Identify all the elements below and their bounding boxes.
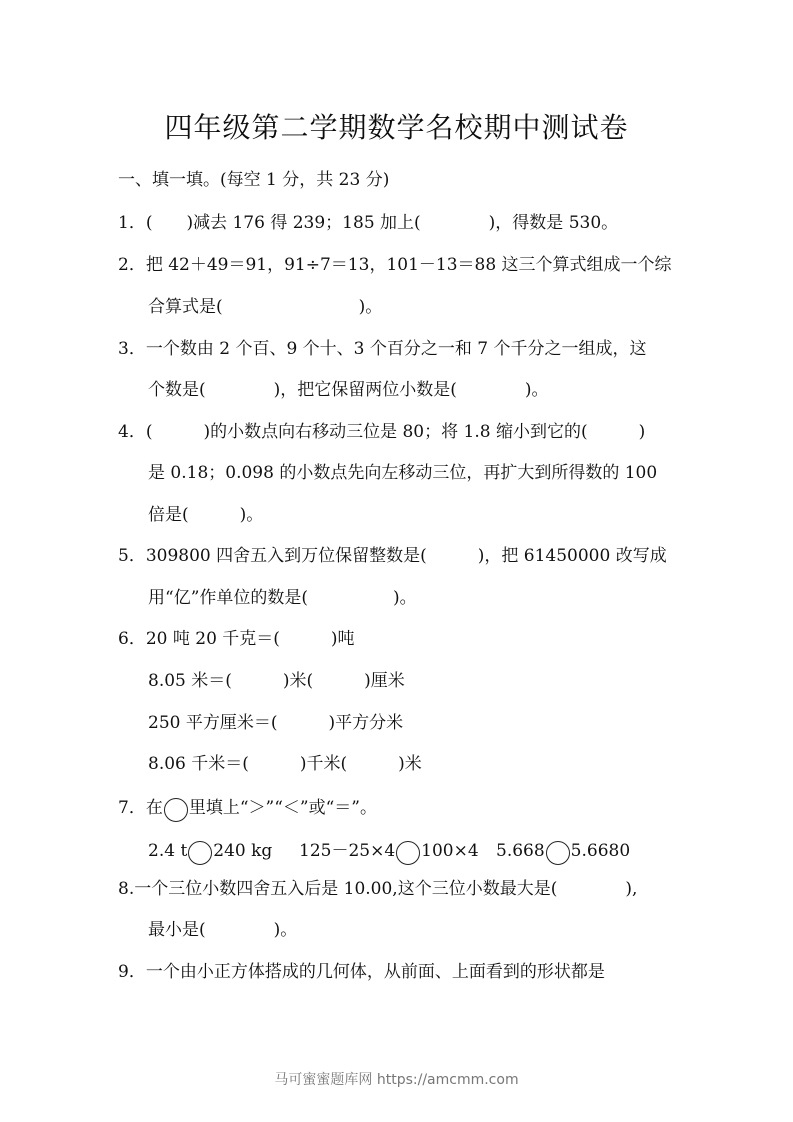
comparison-1-left: 2.4 t [148, 841, 188, 861]
question-6-line-2: 8.05 米＝( )米( )厘米 [148, 671, 405, 691]
question-6-line-3: 250 平方厘米＝( )平方分米 [148, 713, 404, 733]
question-7-suffix: 里填上“＞”“＜”或“＝”。 [188, 798, 377, 818]
question-5-line-2: 用“亿”作单位的数是( )。 [148, 588, 417, 608]
comparison-item-1 [148, 838, 272, 865]
comparison-circle-icon [188, 841, 212, 865]
page-title: 四年级第二学期数学名校期中测试卷 [164, 111, 629, 144]
section-header: 一、填一填。(每空 1 分，共 23 分) [118, 170, 390, 190]
question-9-line-1: 9．一个由小正方体搭成的几何体，从前面、上面看到的形状都是 [118, 962, 605, 982]
question-3-line-1: 3．一个数由 2 个百、9 个十、3 个百分之一和 7 个千分之一组成，这 [118, 339, 647, 359]
question-8-line-1: 8.一个三位小数四舍五入后是 10.00,这个三位小数最大是( ), [118, 879, 638, 899]
question-1: 1．( )减去 176 得 239；185 加上( )，得数是 530。 [118, 213, 619, 233]
comparison-2-right: 100×4 [421, 841, 479, 861]
comparison-1-right: 240 kg [213, 841, 273, 861]
question-2-line-1: 2．把 42＋49＝91，91÷7＝13，101－13＝88 这三个算式组成一个综 [118, 255, 672, 275]
question-3-line-2: 个数是( )，把它保留两位小数是( )。 [148, 380, 549, 400]
answer-circle-icon [164, 798, 188, 822]
comparison-2-left: 125－25×4 [299, 841, 396, 861]
page-footer: 马可蜜蜜题库网 https://amcmm.com [274, 1072, 519, 1088]
comparison-item-3 [496, 838, 630, 865]
question-6-line-1: 6．20 吨 20 千克＝( )吨 [118, 629, 355, 649]
question-7-instruction [118, 795, 377, 822]
question-6-line-4: 8.06 千米＝( )千米( )米 [148, 754, 422, 774]
question-4-line-3: 倍是( )。 [148, 505, 264, 525]
question-4-line-2: 是 0.18；0.098 的小数点先向左移动三位，再扩大到所得数的 100 [148, 463, 658, 483]
question-8-line-2: 最小是( )。 [148, 920, 298, 940]
question-2-line-2: 合算式是( )。 [148, 297, 383, 317]
comparison-3-left: 5.668 [496, 841, 545, 861]
question-4-line-1: 4．( )的小数点向右移动三位是 80；将 1.8 缩小到它的( ) [118, 422, 646, 442]
comparison-circle-icon [396, 841, 420, 865]
comparison-circle-icon [546, 841, 570, 865]
comparison-3-right: 5.6680 [570, 841, 631, 861]
question-5-line-1: 5．309800 四舍五入到万位保留整数是( )，把 61450000 改写成 [118, 546, 667, 566]
question-7-prefix: 7．在 [118, 798, 163, 818]
comparison-item-2 [299, 838, 479, 865]
